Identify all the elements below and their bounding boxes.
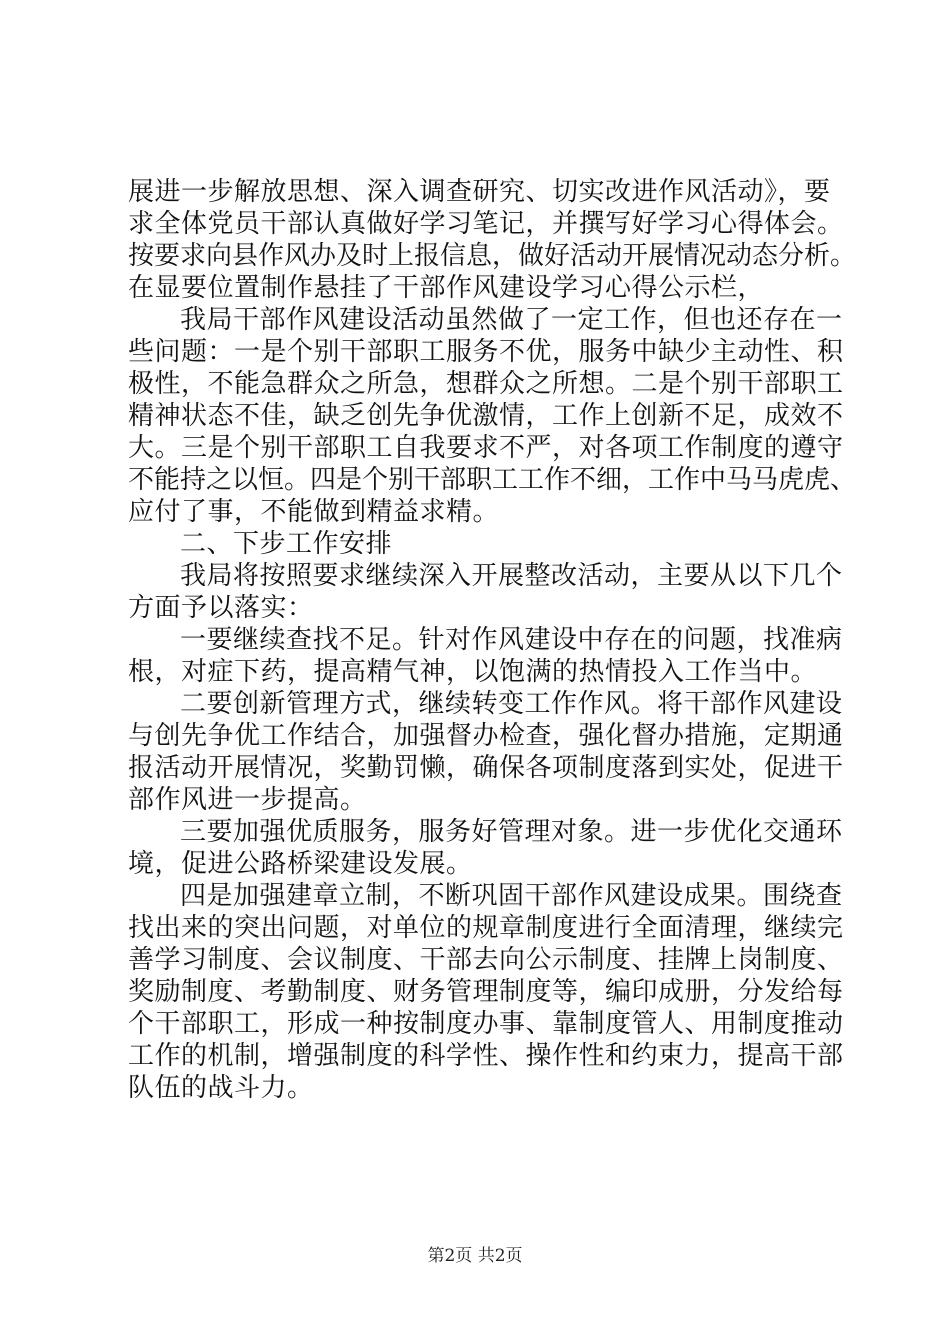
text-line: 大。三是个别干部职工自我要求不严，对各项工作制度的遵守 <box>128 433 844 463</box>
text-line: 部作风进一步提高。 <box>128 785 367 815</box>
text-line: 在显要位置制作悬挂了干部作风建设学习心得公示栏， <box>128 273 765 303</box>
text-line: 奖励制度、考勤制度、财务管理制度等，编印成册，分发给每 <box>128 977 844 1007</box>
text-line: 工作的机制，增强制度的科学性、操作性和约束力，提高干部 <box>128 1041 844 1071</box>
paragraph-first-line: 二要创新管理方式，继续转变工作作风。将干部作风建设 <box>180 689 843 719</box>
paragraph-first-line: 我局干部作风建设活动虽然做了一定工作，但也还存在一 <box>180 305 843 335</box>
text-line: 按要求向县作风办及时上报信息，做好活动开展情况动态分析。 <box>128 241 857 271</box>
text-line: 报活动开展情况，奖勤罚懒，确保各项制度落到实处，促进干 <box>128 753 844 783</box>
text-line: 些问题：一是个别干部职工服务不优，服务中缺少主动性、积 <box>128 337 844 367</box>
text-line: 极性，不能急群众之所急，想群众之所想。二是个别干部职工 <box>128 369 844 399</box>
text-line: 个干部职工，形成一种按制度办事、靠制度管人、用制度推动 <box>128 1009 844 1039</box>
paragraph-first-line: 四是加强建章立制，不断巩固干部作风建设成果。围绕查 <box>180 881 843 911</box>
paragraph-first-line: 三要加强优质服务，服务好管理对象。进一步优化交通环 <box>180 817 843 847</box>
text-line: 展进一步解放思想、深入调查研究、切实改进作风活动》，要 <box>128 177 831 207</box>
text-line: 方面予以落实： <box>128 593 314 623</box>
text-line: 境，促进公路桥梁建设发展。 <box>128 849 473 879</box>
text-line: 求全体党员干部认真做好学习笔记，并撰写好学习心得体会。 <box>128 209 844 239</box>
page-number: 第2页 共2页 <box>427 1246 523 1266</box>
text-line: 不能持之以恒。四是个别干部职工工作不细，工作中马马虎虎、 <box>128 465 857 495</box>
document-body <box>128 176 862 1104</box>
text-line: 精神状态不佳，缺乏创先争优激情，工作上创新不足，成效不 <box>128 401 844 431</box>
paragraph-first-line: 我局将按照要求继续深入开展整改活动，主要从以下几个 <box>180 561 843 591</box>
text-line: 善学习制度、会议制度、干部去向公示制度、挂牌上岗制度、 <box>128 945 844 975</box>
section-heading: 二、下步工作安排 <box>180 529 393 559</box>
text-line: 队伍的战斗力。 <box>128 1073 314 1103</box>
text-line: 找出来的突出问题，对单位的规章制度进行全面清理，继续完 <box>128 913 844 943</box>
text-line: 与创先争优工作结合，加强督办检查，强化督办措施，定期通 <box>128 721 844 751</box>
text-line: 应付了事，不能做到精益求精。 <box>128 497 500 527</box>
text-line: 根，对症下药，提高精气神，以饱满的热情投入工作当中。 <box>128 657 818 687</box>
page-footer <box>0 1244 950 1268</box>
paragraph-first-line: 一要继续查找不足。针对作风建设中存在的问题，找准病 <box>180 625 843 655</box>
